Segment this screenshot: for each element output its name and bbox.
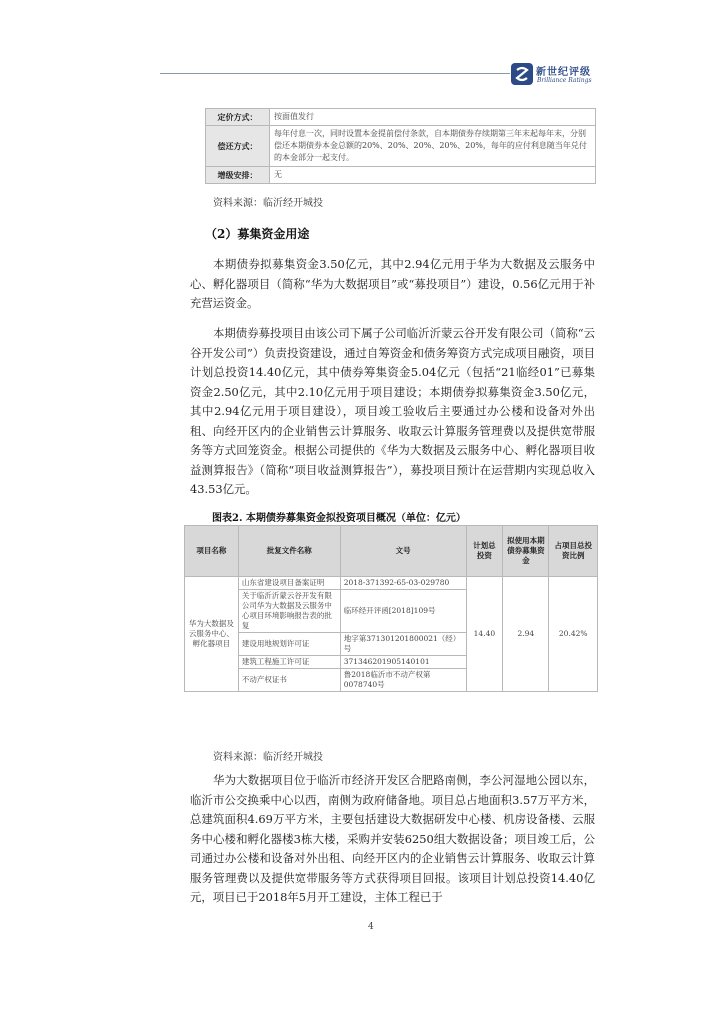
table-row <box>206 167 596 184</box>
table-row <box>185 577 598 590</box>
approval-doc-name: 关于临沂沂蒙云谷开发有限公司华为大数据及云服务中心项目环境影响报告表的批复 <box>238 590 340 633</box>
credit-enhancement-label: 增级安排： <box>206 167 270 184</box>
project-overview-table <box>184 525 598 692</box>
col-header-doc-number: 文号 <box>340 526 466 577</box>
source-note: 资料来源：临沂经开城投 <box>213 198 323 209</box>
repayment-method-value: 每年付息一次，同时设置本金提前偿付条款，自本期债券存续期第三年末起每年末，分别偿还本期债券本金总额的20%、20%、20%、20%、20%，每年的应付利息随当年兑付的本金部分一起支付。 <box>270 126 596 167</box>
credit-enhancement-value: 无 <box>270 167 596 184</box>
col-header-approval-doc: 批复文件名称 <box>238 526 340 577</box>
approval-doc-name: 建筑工程施工许可证 <box>238 656 340 669</box>
approval-doc-name: 山东省建设项目备案证明 <box>238 577 340 590</box>
brand-logo <box>510 62 600 92</box>
repayment-method-label: 偿还方式： <box>206 126 270 167</box>
paragraph-project-description: 华为大数据项目位于临沂市经济开发区合肥路南侧，李公河湿地公园以东，临沂市公交换乘中心以西，南侧为政府储备地。项目总占地面积3.57万平方米，总建筑面积4.69万平方米，主要包括建设大数据研发中心楼、机房设备楼、云服务中心楼和孵化器楼3栋大楼，采购并安装6250组大数据设备；项目竣工后，公司通过办公楼和设备对外出租、向经开区内的企业销售云计算服务、收取云计算服务管理费以及提供宽带服务等方式获得项目回报。该项目计划总投资14.40亿元，项目已于2018年5月开工建设，主体工程已于 <box>190 773 595 904</box>
pricing-method-value: 按面值发行 <box>270 109 596 126</box>
approval-doc-name: 不动产权证书 <box>238 669 340 692</box>
project-name-cell: 华为大数据及云服务中心、孵化器项目 <box>185 577 239 692</box>
approval-doc-number: 临环经开评函[2018]109号 <box>340 590 466 633</box>
logo-english: Brilliance Ratings <box>537 77 592 84</box>
col-header-ratio: 占项目总投资比例 <box>549 526 598 577</box>
page-number: 4 <box>368 922 374 932</box>
source-note: 资料来源：临沂经开城投 <box>213 752 323 763</box>
col-header-project-name: 项目名称 <box>185 526 239 577</box>
section-heading: （2）募集资金用途 <box>205 227 310 241</box>
approval-doc-number: 2018-371392-65-03-029780 <box>340 577 466 590</box>
pricing-method-label: 定价方式： <box>206 109 270 126</box>
bond-funds-cell: 2.94 <box>503 577 549 692</box>
approval-doc-number: 371346201905140101 <box>340 656 466 669</box>
total-investment-cell: 14.40 <box>466 577 503 692</box>
table-header-row <box>185 526 598 577</box>
paragraph-project-financing: 本期债券募投项目由该公司下属子公司临沂沂蒙云谷开发有限公司（简称“云谷开发公司”）负责投资建设，通过自筹资金和债务筹资方式完成项目融资，项目计划总投资14.40亿元，其中债券筹集资金5.04亿元（包括“21临经01”已募集资金2.50亿元，其中2.10亿元用于项目建设；本期债券拟募集资金3.50亿元，其中2.94亿元用于项目建设），项目竣工验收后主要通过办公楼和设备对外出租、向经开区内的企业销售云计算服务、收取云计算服务管理费以及提供宽带服务等方式回笼资金。根据公司提供的《华为大数据及云服务中心、孵化器项目收益测算报告》（简称“项目收益测算报告”），募投项目预计在运营期内实现总收入43.53亿元。 <box>190 326 595 496</box>
logo-name: 新世纪评级 <box>536 67 591 78</box>
ratio-cell: 20.42% <box>549 577 598 692</box>
col-header-total-investment: 计划总投资 <box>466 526 503 577</box>
approval-doc-number: 鲁2018临沂市不动产权第0078740号 <box>340 669 466 692</box>
table-row <box>206 109 596 126</box>
brilliance-logo-icon <box>510 62 534 86</box>
header-rule <box>160 73 510 74</box>
table-row <box>206 126 596 167</box>
paragraph-fund-use: 本期债券拟募集资金3.50亿元，其中2.94亿元用于华为大数据及云服务中心、孵化器项目（简称“华为大数据项目”或“募投项目”）建设，0.56亿元用于补充营运资金。 <box>190 257 595 310</box>
approval-doc-number: 地字第371301201800021（经）号 <box>340 633 466 656</box>
col-header-bond-funds: 拟使用本期债券募集资金 <box>503 526 549 577</box>
bond-terms-table <box>205 108 596 184</box>
figure-title: 图表2. 本期债券募集资金拟投资项目概况（单位：亿元） <box>212 513 466 524</box>
approval-doc-name: 建设用地规划许可证 <box>238 633 340 656</box>
